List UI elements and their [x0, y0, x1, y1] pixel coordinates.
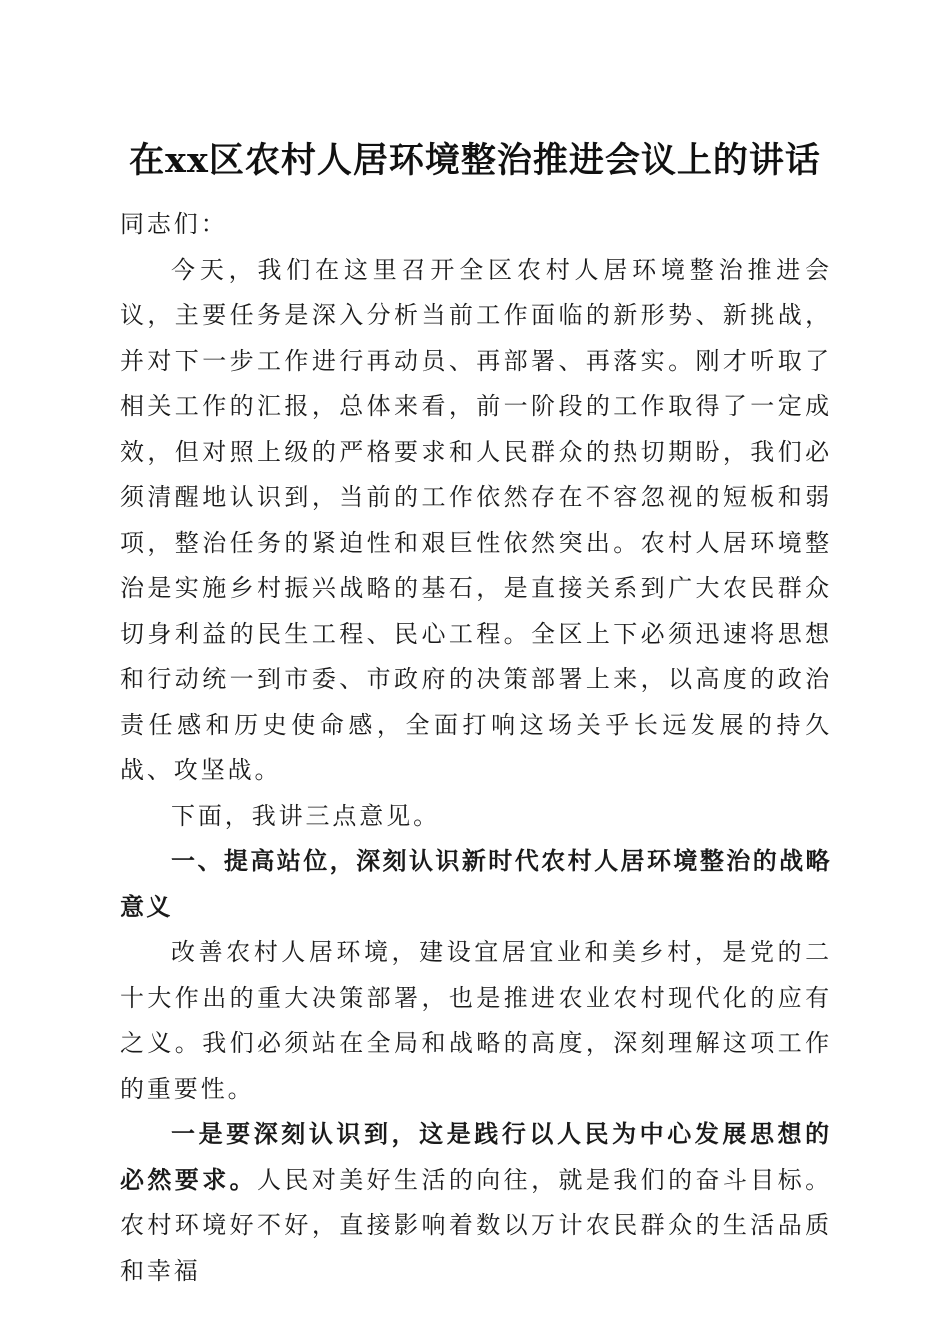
salutation: 同志们： — [120, 210, 228, 238]
paragraph-section-1-intro: 改善农村人居环境，建设宜居宜业和美乡村，是党的二十大作出的重大决策部署，也是推进农业农村现代化的应有之义。我们必须站在全局和战略的高度，深刻理解这项工作的重要性。 — [120, 938, 832, 1103]
paragraph-transition: 下面，我讲三点意见。 — [171, 801, 440, 830]
paragraph-opening: 今天，我们在这里召开全区农村人居环境整治推进会议，主要任务是深入分析当前工作面临的新形势、新挑战，并对下一步工作进行再动员、再部署、再落实。刚才听取了相关工作的汇报，总体来看，前一阶段的工作取得了一定成效，但对照上级的严格要求和人民群众的热切期盼，我们必须清醒地认识到，当前的工作依然存在不容忽视的短板和弱项，整治任务的紧迫性和艰巨性依然突出。农村人居环境整治是实施乡村振兴战略的基石，是直接关系到广大农民群众切身利益的民生工程、民心工程。全区上下必须迅速将思想和行动统一到市委、市政府的决策部署上来，以高度的政治责任感和历史使命感，全面打响这场关乎长远发展的持久战、攻坚战。 — [120, 255, 832, 784]
section-heading-1: 一、提高站位，深刻认识新时代农村人居环境整治的战略意义 — [120, 847, 832, 921]
point-1-text: 人民对美好生活的向往，就是我们的奋斗目标。农村环境好不好，直接影响着数以万计农民群众的生活品质和幸福 — [120, 1165, 833, 1285]
document-title: 在xx区农村人居环境整治推进会议上的讲话 — [129, 140, 821, 181]
document-body — [120, 202, 832, 1294]
paragraph-point-1 — [120, 1112, 832, 1294]
point-1-lead: 一是要深刻认识到，这是践行以人民为中心发展思想的必然要求。 — [120, 1120, 832, 1194]
